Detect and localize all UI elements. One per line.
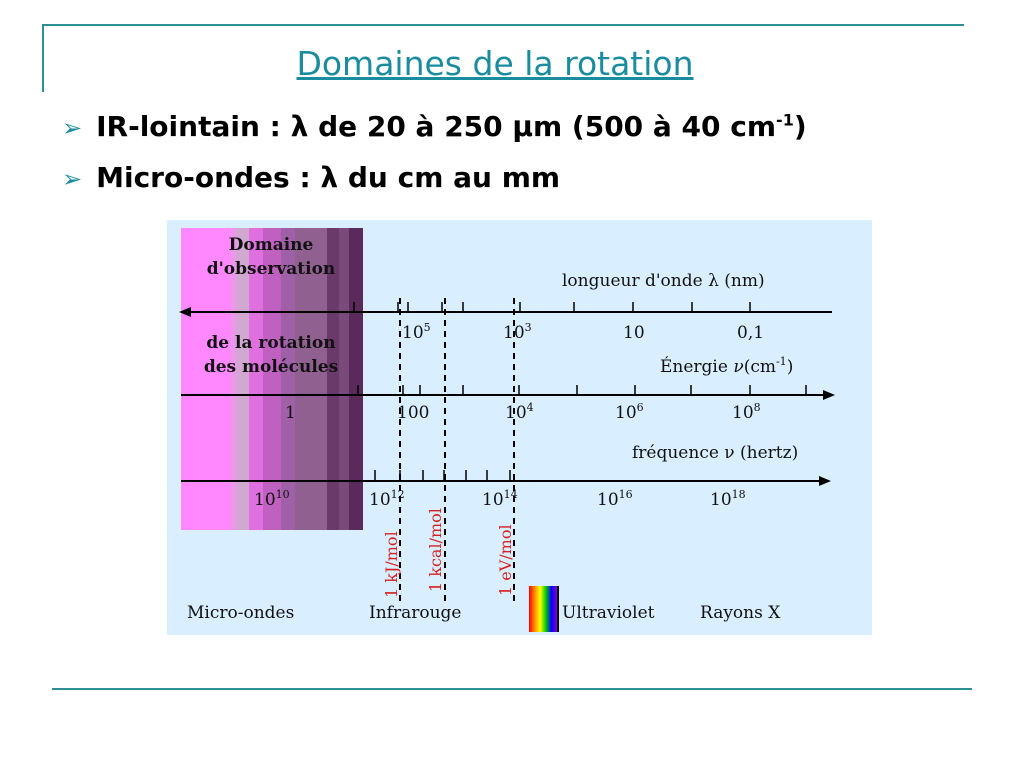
bullet-arrow-icon: ➢ — [62, 114, 83, 142]
frame-top-rule — [42, 24, 964, 26]
region-label-infrarouge: Infrarouge — [369, 603, 462, 623]
band-text-line2: d'observation — [206, 259, 336, 279]
band-text-line3: de la rotation — [206, 333, 336, 353]
energy-tick-label-1e8: $10^8$ — [732, 401, 761, 423]
energy-tick-label-1e6: $10^6$ — [615, 401, 644, 423]
frequency-tick-label-1e12: $10^{12}$ — [369, 488, 405, 510]
lambda-symbol: λ — [320, 161, 339, 194]
energy-tick-label-1: 1 — [285, 403, 296, 423]
region-label-micro-ondes: Micro-ondes — [187, 603, 295, 623]
frequency-tick-label-1e16: $10^{16}$ — [597, 488, 633, 510]
wavelength-tick-label-0-1: 0,1 — [737, 323, 765, 343]
bullet-arrow-icon: ➢ — [62, 165, 83, 193]
visible-spectrum-strip — [529, 586, 557, 632]
bullet-text: de 20 à 250 μm (500 à 40 cm — [318, 110, 777, 143]
frequency-axis-title: fréquence ν (hertz) — [632, 443, 799, 463]
wavelength-tick-label-1e3: $10^3$ — [503, 321, 532, 343]
wavelength-tick-label-1e5: $10^5$ — [402, 321, 431, 343]
region-label-ultraviolet: Ultraviolet — [562, 603, 655, 623]
bullet-micro-ondes — [62, 161, 560, 194]
bullet-superscript: -1 — [776, 110, 794, 130]
marker-label-kcal: 1 kcal/mol — [426, 508, 445, 592]
band-text-line4: des molécules — [203, 357, 339, 377]
spectrum-diagram — [167, 220, 872, 635]
bullet-text: du cm au mm — [347, 161, 561, 194]
band-text-line1: Domaine — [228, 235, 314, 255]
region-label-rayons-x: Rayons X — [700, 603, 781, 623]
lambda-symbol: λ — [290, 110, 309, 143]
bullet-label: IR-lointain : — [96, 110, 281, 143]
energy-tick-label-1e4: $10^4$ — [505, 401, 534, 423]
bullet-ir-lointain — [62, 110, 807, 143]
frequency-tick-label-1e10: $10^{10}$ — [254, 488, 290, 510]
wavelength-axis-title: longueur d'onde λ (nm) — [562, 271, 765, 291]
bullet-text-end: ) — [793, 110, 807, 143]
slide-title: Domaines de la rotation — [296, 44, 694, 83]
marker-label-ev: 1 eV/mol — [496, 524, 515, 596]
marker-label-kj: 1 kJ/mol — [382, 531, 401, 598]
frequency-tick-label-1e14: $10^{14}$ — [482, 488, 518, 510]
energy-axis-title: Énergie $\nu(cm^{-1})$ — [660, 355, 794, 377]
wavelength-tick-label-10: 10 — [623, 323, 645, 343]
bullet-label: Micro-ondes : — [96, 161, 311, 194]
frequency-tick-label-1e18: $10^{18}$ — [710, 488, 746, 510]
energy-tick-label-100: 100 — [397, 403, 430, 423]
frame-bottom-rule — [52, 688, 972, 690]
